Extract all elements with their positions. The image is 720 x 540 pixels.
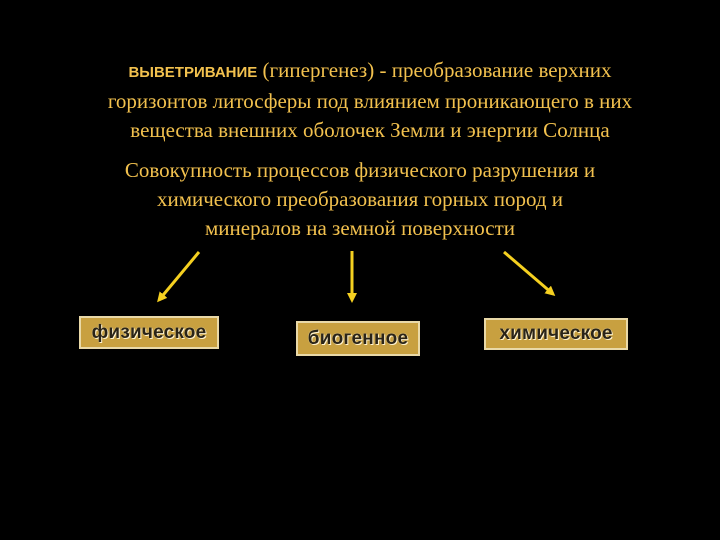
arrow-to-physical [159,252,199,300]
process-description-line-2: химического преобразования горных пород и [156,187,564,211]
process-description-line-1: Совокупность процессов физического разрушения и [124,158,596,182]
term-title: ВЫВЕТРИВАНИЕ [128,64,258,81]
process-description-line-3: минералов на земной поверхности [204,216,516,240]
chemical-weathering-box: химическое [484,318,628,350]
definition-line-3: вещества внешних оболочек Земли и энергии Солнца [130,118,610,142]
arrow-to-chemical [504,252,553,294]
definition-line-2: горизонтов литосферы под влиянием проникающего в них [107,89,633,113]
physical-weathering-box: физическое [79,316,219,349]
definition-line-1-rest: (гипергенез) - преобразование верхних [257,58,612,82]
biogenic-weathering-box: биогенное [296,321,420,356]
